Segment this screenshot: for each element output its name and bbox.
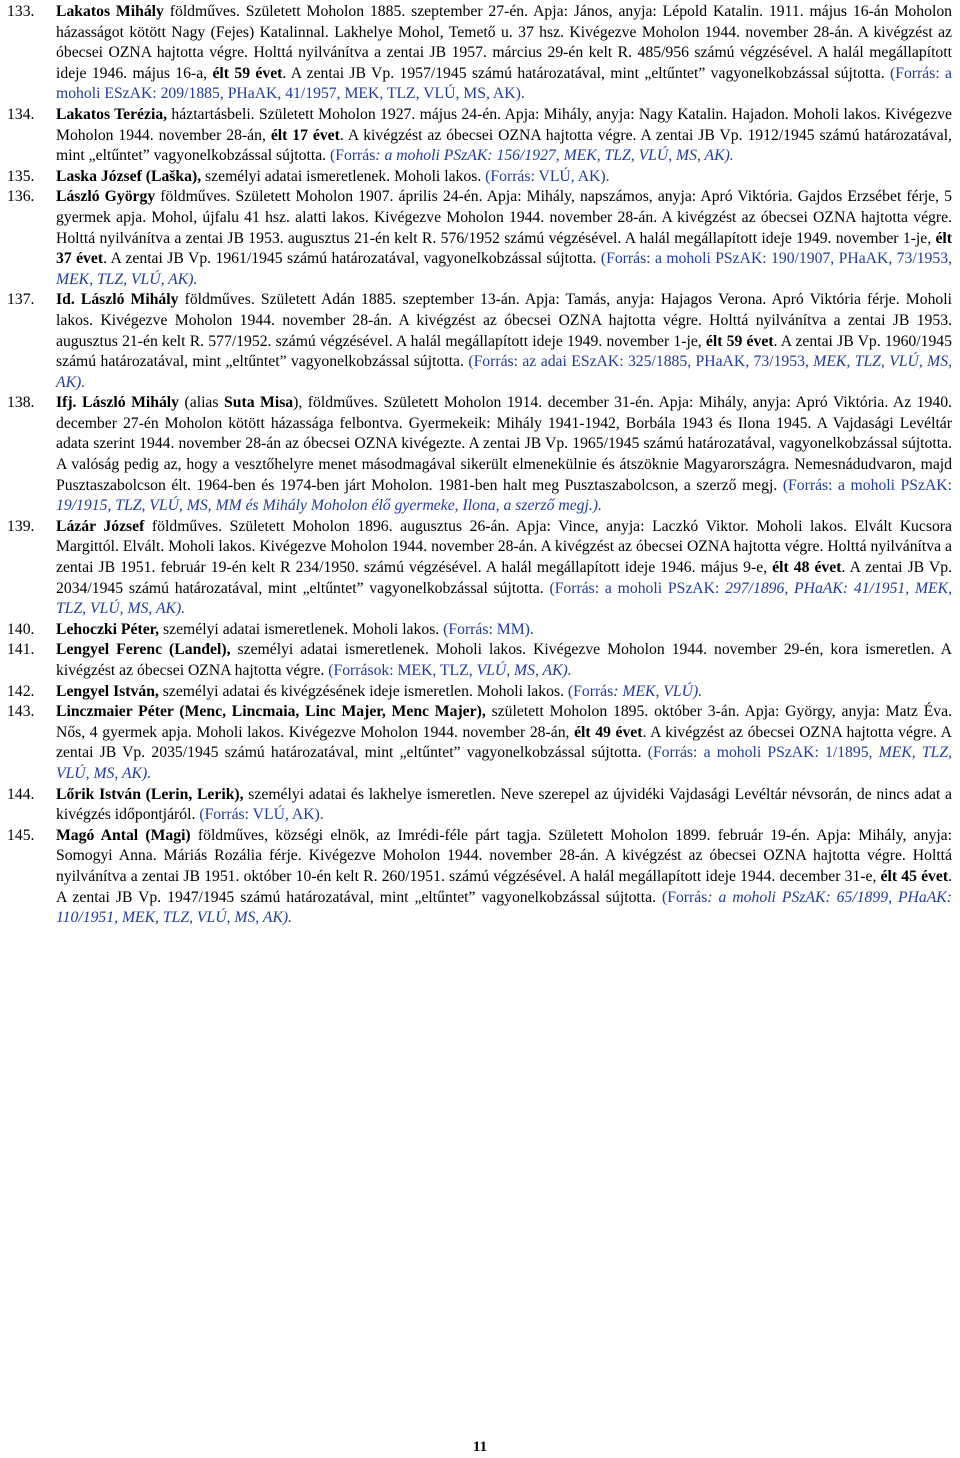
source-citation: : VLÚ, AK). xyxy=(530,167,610,185)
source-citation: Forrás xyxy=(333,662,374,679)
text-segment: földműves. Született Moholon 1885. szeptember 27-én. Apja: János, anyja: Lépold Katalin. 1911. május 16-án Moholon házasságot kötött Nagy (Fejes) Katalinnal. Lakhelye Mohol, Temető u. 37 hsz. Kivégezve Moholon 1944. november 28-án. A kivégzést az óbecsei OZNA hajtotta végre. Holttá nyilvánítva a zentai JB 1957. március 29-én kelt R. 485/956 számú végzésével. A halál megállapított ideje 1946. május 16-a, xyxy=(56,3,953,82)
entry-number: 144. xyxy=(7,785,35,803)
source-citation: ( xyxy=(199,806,205,824)
bold-text: Magó Antal (Magi) xyxy=(56,826,191,844)
source-citation: ( xyxy=(782,476,789,494)
entry-text xyxy=(56,703,952,782)
bold-text: Lakatos Mihály xyxy=(56,3,164,20)
list-item xyxy=(0,393,960,517)
bold-text: élt 17 évet xyxy=(270,126,340,144)
text-segment: . A zentai JB Vp. 1957/1945 számú határozatával, mint „eltűntet” vagyonelkobzással sújtotta. xyxy=(282,64,890,82)
source-citation: : a moholi PSzAK: 156/1927, MEK, TLZ, VLÚ, MS, AK). xyxy=(375,147,734,165)
entry-text xyxy=(56,518,952,617)
list-item xyxy=(0,167,960,188)
source-citation: Forrás xyxy=(895,64,936,82)
source-citation: Forrás xyxy=(606,250,647,268)
source-citation: Forrás xyxy=(788,476,829,494)
source-citation: : a moholi PSzAK: xyxy=(594,579,726,597)
list-item xyxy=(0,785,960,826)
bold-text: élt 45 évet xyxy=(880,867,949,885)
text-segment: személyi adatai és lakhelye ismeretlen. Neve szerepel az újvidéki Vajdasági Levéltár névsorán, de nincs adat a kivégzés időpontjáról. xyxy=(56,785,952,824)
entry-text xyxy=(56,188,952,287)
list-item xyxy=(0,682,960,703)
bold-text: élt 48 évet xyxy=(772,559,842,577)
entry-number: 138. xyxy=(7,394,35,412)
entry-text xyxy=(56,3,952,102)
source-citation: Forrás xyxy=(473,353,514,371)
text-segment: született Moholon 1895. október 3-án. Apja: György, anyja: Matz Éva. Nős, 4 gyermek apja. Moholi lakos. Kivégezve Moholon 1944. november 28-án, xyxy=(56,703,953,741)
source-citation: Forrás xyxy=(667,888,708,906)
entry-number: 140. xyxy=(7,620,35,638)
bold-text: László György xyxy=(56,188,156,206)
text-segment: (alias xyxy=(179,394,225,412)
bold-text: Lengyel Ferenc (Lanđel), xyxy=(56,641,231,659)
source-citation: Forrás xyxy=(335,147,376,165)
bold-text: Lázár József xyxy=(56,517,145,535)
document-body xyxy=(0,2,960,929)
entry-number: 134. xyxy=(7,105,35,123)
text-segment: ), földműves. Született Moholon 1914. december 31-én. Apja: Mihály, anyja: Apró Viktória. Az 1940. december 27-én Moholon kötött házassága felbontva. Gyermekeik: Mihály 1941-1942, Borbála 1943 és Ilona 1945. A Vajdasági Levéltár adata szerint 1944. november 28-án az óbecsei OZNA kivégezte. A zentai JB Vp. 1965/1945 számú határozatával, vagyonelkobzással sújtotta. A valóság pedig az, hogy a vesztőhelyre menet másodmagával sikerült elmenekülnie és átszöknie Magyarországra. Nemesnádudvaron, majd Pusztaszabolcson élt. 1964-ben és 1974-ben járt Moholon. 1981-ben halt meg Pusztaszabolcson, a szerző megj. xyxy=(56,394,952,494)
bold-text: élt 37 évet xyxy=(56,229,952,268)
list-item xyxy=(0,290,960,393)
source-citation: ( xyxy=(567,682,574,700)
source-citation: ( xyxy=(468,353,474,371)
entry-number: 143. xyxy=(7,703,35,721)
source-citation: ok: MEK, TLZ, xyxy=(373,662,477,679)
list-item xyxy=(0,702,960,784)
entry-text xyxy=(56,106,952,164)
entry-text xyxy=(56,621,534,638)
list-item xyxy=(0,640,960,681)
source-citation: ( xyxy=(443,620,449,638)
bold-text: Id. László Mihály xyxy=(56,291,179,309)
source-citation: : MEK, VLÚ). xyxy=(613,682,703,700)
source-citation: Forrás xyxy=(448,620,489,638)
source-citation: : a moholi PSzAK: xyxy=(828,476,952,494)
source-citation: : VLÚ, AK). xyxy=(244,806,324,824)
bold-text: Lengyel István, xyxy=(56,682,159,700)
text-segment: földműves. Született Moholon 1907. április 24-én. Apja: Mihály, napszámos, anyja: Apró Viktória. Gajdos Erzsébet férje, 5 gyermek apja. Mohol, újfalu 41 hsz. alatti lakos. Kivégezve Moholon 1944. november 28-án. A kivégzést az óbecsei OZNA hajtotta végre. Holttá nyilvánítva a zentai JB 1953. augusztus 21-én kelt R. 576/1952 számú végzésével. A halál megállapított ideje 1949. november 1-je, xyxy=(56,188,952,247)
source-citation: ( xyxy=(662,888,668,906)
text-segment: földműves. Született Moholon 1896. augusztus 26-án. Apja: Vince, anyja: Laczkó Viktor. Moholi lakos. Elvált Kucsora Margittól. Elvált. Moholi lakos. Kivégezve Moholon 1944. november 28-án. A kivégzést az óbecsei OZNA hajtotta végre. Holttá nyilvánítva a zentai JB 1951. február 19-én kelt R 234/1950. számú végzésével. A halál megállapított ideje 1946. május 9-e, xyxy=(56,517,952,577)
text-segment: földműves. Született Adán 1885. szeptember 13-án. Apja: Tamás, anyja: Hajagos Verona. Apró Viktória férje. Moholi lakos. Kivégezve Moholon 1944. november 28-án. A kivégzést az óbecsei OZNA hajtotta végre. Holttá nyilvánítva a zentai JB 1953. augusztus 21-én kelt R. 577/1952. számú végzésével. A halál megállapított ideje 1949. november 1-je, xyxy=(56,291,952,350)
text-segment: . A zentai JB Vp. 1960/1945 számú határozatával, mint „eltűntet” vagyonelkobzással sújtotta. xyxy=(56,332,952,371)
source-citation: : a moholi PSzAK: 190/1907, PHaAK, 73/1953, xyxy=(646,250,952,268)
entry-number: 133. xyxy=(7,3,35,20)
entry-text xyxy=(56,786,952,824)
source-citation: : a moholi ESzAK: 209/1885, PHaAK, 41/1957, MEK, TLZ, VLÚ, MS, AK). xyxy=(56,64,952,103)
text-segment: . A zentai JB Vp. 2034/1945 számú határozatával, mint „eltűntet” vagyonelkobzással sújtotta. xyxy=(56,559,952,597)
source-citation: ( xyxy=(485,167,491,185)
entry-number: 137. xyxy=(7,291,35,309)
entry-number: 136. xyxy=(7,188,35,206)
list-item xyxy=(0,2,960,105)
source-citation: : a moholi PSzAK: 1/1895, xyxy=(693,744,879,762)
list-item xyxy=(0,517,960,620)
source-citation: ( xyxy=(328,662,334,679)
entry-number: 142. xyxy=(7,682,35,700)
source-citation: Forrás xyxy=(490,167,531,185)
bold-text: élt 59 évet xyxy=(705,332,774,350)
list-item xyxy=(0,105,960,167)
source-citation: : a moholi PSzAK: 65/1899, PHaAK: 110/1951, MEK, TLZ, VLÚ, MS, AK). xyxy=(56,888,952,927)
source-citation: MEK, TLZ, VLÚ, AK). xyxy=(56,270,198,288)
entry-number: 135. xyxy=(7,167,35,185)
source-citation: Forrás xyxy=(652,744,694,762)
bold-text: Lakatos Terézia, xyxy=(56,105,168,123)
entry-number: 139. xyxy=(7,517,35,535)
source-citation: ( xyxy=(600,250,607,268)
text-segment: személyi adatai ismeretlenek. Moholi lakos. xyxy=(159,620,444,638)
entry-text xyxy=(56,168,610,185)
text-segment: . A zentai JB Vp. 1947/1945 számú határozatával, mint „eltűntet” vagyonelkobzással sújtotta. xyxy=(56,867,952,906)
source-citation: ( xyxy=(890,64,896,82)
text-segment: személyi adatai ismeretlenek. Moholi lakos. Kivégezve Moholon 1944. november 29-én, kora ismeretlen. A kivégzést az óbecsei OZNA hajtotta végre. xyxy=(56,641,953,679)
text-segment: . A zentai JB Vp. 1961/1945 számú határozatával, vagyonelkobzással sújtotta. xyxy=(103,250,601,268)
source-citation: MEK, TLZ, VLÚ, MS, AK). xyxy=(56,353,952,391)
source-citation: 297/1896, PHaAK: 41/1951, MEK, TLZ, VLÚ, MS, AK). xyxy=(56,579,953,618)
entry-text xyxy=(56,683,702,700)
bold-text: Linczmaier Péter (Menc, Lincmaia, Linc Majer, Menc Majer), xyxy=(56,703,486,721)
text-segment: háztartásbeli. Született Moholon 1927. május 24-én. Apja: Mihály, anyja: Nagy Katalin. Hajadon. Moholi lakos. Kivégezve Moholon 1944. november 28-án, xyxy=(56,105,952,144)
source-citation: Forrás xyxy=(573,682,614,700)
source-citation: ( xyxy=(330,147,336,165)
text-segment: földműves, községi elnök, az Imrédi-féle párt tagja. Született Moholon 1899. február 19-én. Apja: Mihály, anyja: Somogyi Anna. Máriás Rozália férje. Kivégezve Moholon 1944. november 28-án. A kivégzést az óbecsei OZNA hajtotta végre. Holttá nyilvánítva a zentai JB 1951. október 10-én kelt R. 260/1951. számú végzésével. A halál megállapított ideje 1944. december 31-e, xyxy=(56,826,952,885)
entry-number: 145. xyxy=(7,826,35,844)
entry-text xyxy=(56,827,952,926)
text-segment: személyi adatai ismeretlenek. Moholi lakos. xyxy=(201,167,486,185)
entry-text xyxy=(56,641,952,679)
list-item xyxy=(0,187,960,290)
source-citation: : MM). xyxy=(488,620,534,638)
entry-text xyxy=(56,394,952,514)
bold-text: Lehoczki Péter, xyxy=(56,620,160,638)
page-number: 11 xyxy=(472,1439,488,1455)
source-citation: VLÚ, MS, AK). xyxy=(476,662,572,679)
list-item xyxy=(0,620,960,641)
bold-text: élt 59 évet xyxy=(212,64,283,82)
entry-text xyxy=(56,291,952,390)
source-citation: MEK, TLZ, VLÚ, MS, AK). xyxy=(56,744,952,782)
source-citation: ( xyxy=(549,579,555,597)
entry-number: 141. xyxy=(7,641,35,659)
bold-text: Ifj. László Mihály xyxy=(56,394,180,412)
source-citation: Forrás xyxy=(554,579,595,597)
bold-text: élt 49 évet xyxy=(574,723,643,741)
bold-text: Suta Misa xyxy=(224,394,294,412)
text-segment: személyi adatai és kivégzésének ideje ismeretlen. Moholi lakos. xyxy=(158,682,568,700)
source-citation: ( xyxy=(647,744,653,762)
list-item xyxy=(0,826,960,929)
source-citation: Forrás xyxy=(204,806,245,824)
text-segment: . A kivégzést az óbecsei OZNA hajtotta végre. A zentai JB Vp. 1912/1945 számú határozatával, mint „eltűntet” vagyonelkobzással sújtotta. xyxy=(56,126,952,165)
text-segment: . A kivégzést az óbecsei OZNA hajtotta végre. A zentai JB Vp. 2035/1945 számú határozatával, mint „eltűntet” vagyonelkobzással sújtotta. xyxy=(56,723,952,762)
bold-text: Lőrik István (Lerin, Lerik), xyxy=(56,785,244,803)
source-citation: 19/1915, TLZ, VLÚ, MS, MM és Mihály Moholon élő gyermeke, Ilona, a szerző megj.). xyxy=(56,497,602,515)
source-citation: : az adai ESzAK: 325/1885, PHaAK, 73/1953, xyxy=(513,353,814,371)
bold-text: Laska József (Laška), xyxy=(56,167,202,185)
